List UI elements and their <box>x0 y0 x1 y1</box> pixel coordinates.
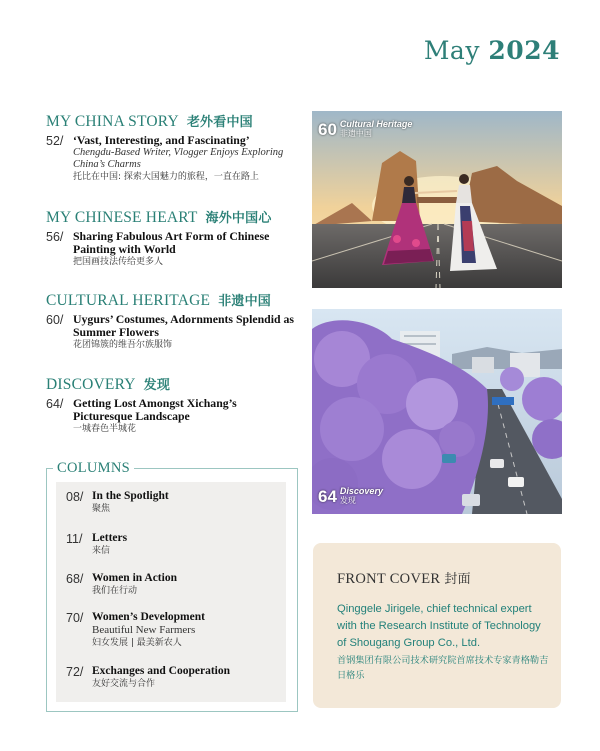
entry-title-zh: 把国画技法传给更多人 <box>73 257 164 267</box>
entry-title-zh: 托比在中国: 探索大国魅力的旅程，一直在路上 <box>73 172 259 182</box>
photo-caption <box>318 487 383 505</box>
column-title: Women in Action <box>92 572 177 584</box>
entry-title: Sharing Fabulous Art Form of Chinese Painting with World <box>73 229 270 256</box>
page-number: 64/ <box>46 397 64 411</box>
page-number: 60/ <box>46 313 64 327</box>
toc-entry[interactable] <box>46 313 296 352</box>
issue-date <box>424 36 560 65</box>
page-number: 52/ <box>46 134 64 148</box>
columns-list <box>56 482 286 702</box>
column-title-zh: 聚焦 <box>92 504 111 514</box>
column-title-zh: 来信 <box>92 546 111 556</box>
front-cover-description-zh: 首钢集团有限公司技术研究院首席技术专家青格勒吉日格乐 <box>337 655 549 681</box>
photo-cultural-heritage[interactable] <box>312 111 562 288</box>
section-my-china-story <box>46 111 296 184</box>
column-title: Letters <box>92 532 128 544</box>
photo-caption-en: Cultural Heritage <box>339 119 413 129</box>
page-number: 08/ <box>66 490 84 504</box>
front-cover-heading: FRONT COVER 封面 <box>337 571 471 587</box>
toc-entry[interactable] <box>46 230 296 269</box>
photo-page-number: 60 <box>318 120 337 139</box>
page-number: 68/ <box>66 572 84 586</box>
page-number: 70/ <box>66 611 84 625</box>
columns-heading: COLUMNS <box>53 460 134 477</box>
column-item[interactable] <box>66 532 127 558</box>
column-title-zh: 我们在行动 <box>92 586 138 596</box>
entry-title: Uygurs’ Costumes, Adornments Splendid as Summer Flowers <box>73 312 295 339</box>
column-title: In the Spotlight <box>92 490 169 502</box>
photo-caption-zh: 非遗中国 <box>339 129 372 138</box>
section-cultural-heritage <box>46 290 296 352</box>
photo-caption-zh: 发现 <box>339 496 356 505</box>
column-item[interactable] <box>66 572 177 598</box>
jacaranda-street-illustration <box>312 309 562 514</box>
photo-caption <box>318 120 412 138</box>
entry-subtitle: Chengdu-Based Writer, Vlogger Enjoys Exploring China’s Charms <box>73 147 284 170</box>
front-cover-panel <box>313 543 561 708</box>
toc-entry[interactable] <box>46 134 296 184</box>
photo-discovery[interactable] <box>312 309 562 514</box>
column-title-zh: 妇女发展 | 最美新农人 <box>92 638 182 648</box>
section-heading: MY CHINA STORY 老外看中国 <box>46 113 253 130</box>
issue-year: 2024 <box>488 36 560 65</box>
page-number: 56/ <box>46 230 64 244</box>
page-number: 11/ <box>66 532 83 546</box>
column-title-zh: 友好交流与合作 <box>92 679 156 689</box>
section-heading: MY CHINESE HEART 海外中国心 <box>46 209 272 226</box>
section-discovery <box>46 374 296 436</box>
toc-entry[interactable] <box>46 397 296 436</box>
column-title: Exchanges and Cooperation <box>92 665 231 677</box>
front-cover-description: Qinggele Jirigele, chief technical expert with the Research Institute of Technology of Shougang Group Co., Ltd. <box>337 603 541 649</box>
page-number: 72/ <box>66 665 84 679</box>
section-my-chinese-heart <box>46 207 296 269</box>
photo-caption-en: Discovery <box>339 486 383 496</box>
column-item[interactable] <box>66 490 169 516</box>
entry-title-zh: 一城春色半城花 <box>73 424 137 434</box>
entry-title-zh: 花团锦簇的维吾尔族服饰 <box>73 340 173 350</box>
photo-page-number: 64 <box>318 487 337 506</box>
column-subtitle: Beautiful New Farmers <box>92 624 196 636</box>
section-heading: CULTURAL HERITAGE 非遗中国 <box>46 292 271 309</box>
column-title: Women’s Development <box>92 611 205 623</box>
issue-month: May <box>423 36 480 65</box>
entry-title: Getting Lost Amongst Xichang’s Picturesque Landscape <box>73 396 237 423</box>
column-item[interactable] <box>66 665 230 691</box>
entry-title: ‘Vast, Interesting, and Fascinating’ <box>73 133 250 147</box>
columns-panel <box>46 460 298 712</box>
section-heading: DISCOVERY 发现 <box>46 376 171 393</box>
column-item[interactable] <box>66 611 205 650</box>
